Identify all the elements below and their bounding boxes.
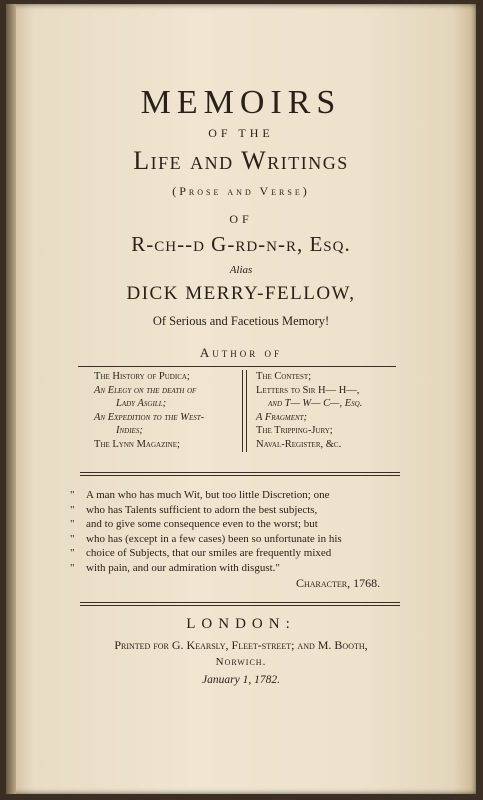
imprint-date: January 1, 1782. [202, 674, 280, 686]
top-rule [78, 366, 396, 367]
column-divider-inner [246, 370, 247, 452]
middle-rule [80, 472, 400, 473]
title-of: OF [229, 212, 253, 226]
imprint-norwich: Norwich. [215, 656, 267, 668]
title-of-the: OF THE [208, 126, 274, 140]
list-item: and T— W— C—, Esq. [268, 398, 363, 409]
title-memoirs: MEMOIRS [140, 84, 342, 121]
list-item: The Tripping-Jury; [256, 425, 333, 436]
title-page [6, 4, 476, 794]
column-divider [242, 370, 243, 452]
quote-marks: " " " " " " [70, 489, 75, 574]
quote-line: A man who has much Wit, but too little Discretion; one [86, 489, 330, 501]
works-list-right [256, 370, 362, 451]
lower-rule [80, 602, 400, 603]
author-name: R-ch--d G-rd-n-r, Esq. [131, 232, 351, 256]
list-item: A Fragment; [256, 411, 308, 423]
quote-line: who has Talents sufficient to adorn the best subjects, [86, 503, 318, 516]
list-item: An Expedition to the West- [94, 411, 205, 423]
list-item: The Lynn Magazine; [94, 438, 180, 450]
title-life-writings: Life and Writings [133, 146, 349, 175]
list-item: Letters to Sir H— H—, [256, 384, 360, 396]
alias-label: Alias [229, 264, 253, 276]
list-item: Indies; [116, 425, 143, 436]
epigraph-quote [86, 488, 342, 576]
list-item: The Contest; [256, 371, 312, 382]
quote-attribution: Character, 1768. [296, 576, 381, 590]
memory-line: Of Serious and Facetious Memory! [152, 314, 330, 328]
list-item: An Elegy on the death of [94, 384, 197, 396]
list-item: The History of Pudica; [94, 371, 190, 382]
list-item: Naval-Register, &c. [256, 438, 342, 450]
pseudonym: DICK MERRY-FELLOW, [126, 283, 356, 304]
works-list-left [94, 370, 204, 451]
list-item: Lady Asgill; [116, 398, 167, 409]
imprint-city: LONDON: [186, 616, 296, 632]
title-prose-verse: (Prose and Verse) [172, 184, 310, 198]
quote-line: with pain, and our admiration with disgust." [86, 561, 280, 574]
author-of-heading: Author of [199, 345, 283, 360]
quote-line: who has (except in a few cases) been so unfortunate in his [86, 532, 342, 545]
quote-line: choice of Subjects, that our smiles are frequently mixed [86, 547, 332, 560]
quote-line: and to give some consequence even to the worst; but [86, 518, 318, 531]
imprint-printer: Printed for G. Kearsly, Fleet-street; and M. Booth, [114, 638, 368, 652]
